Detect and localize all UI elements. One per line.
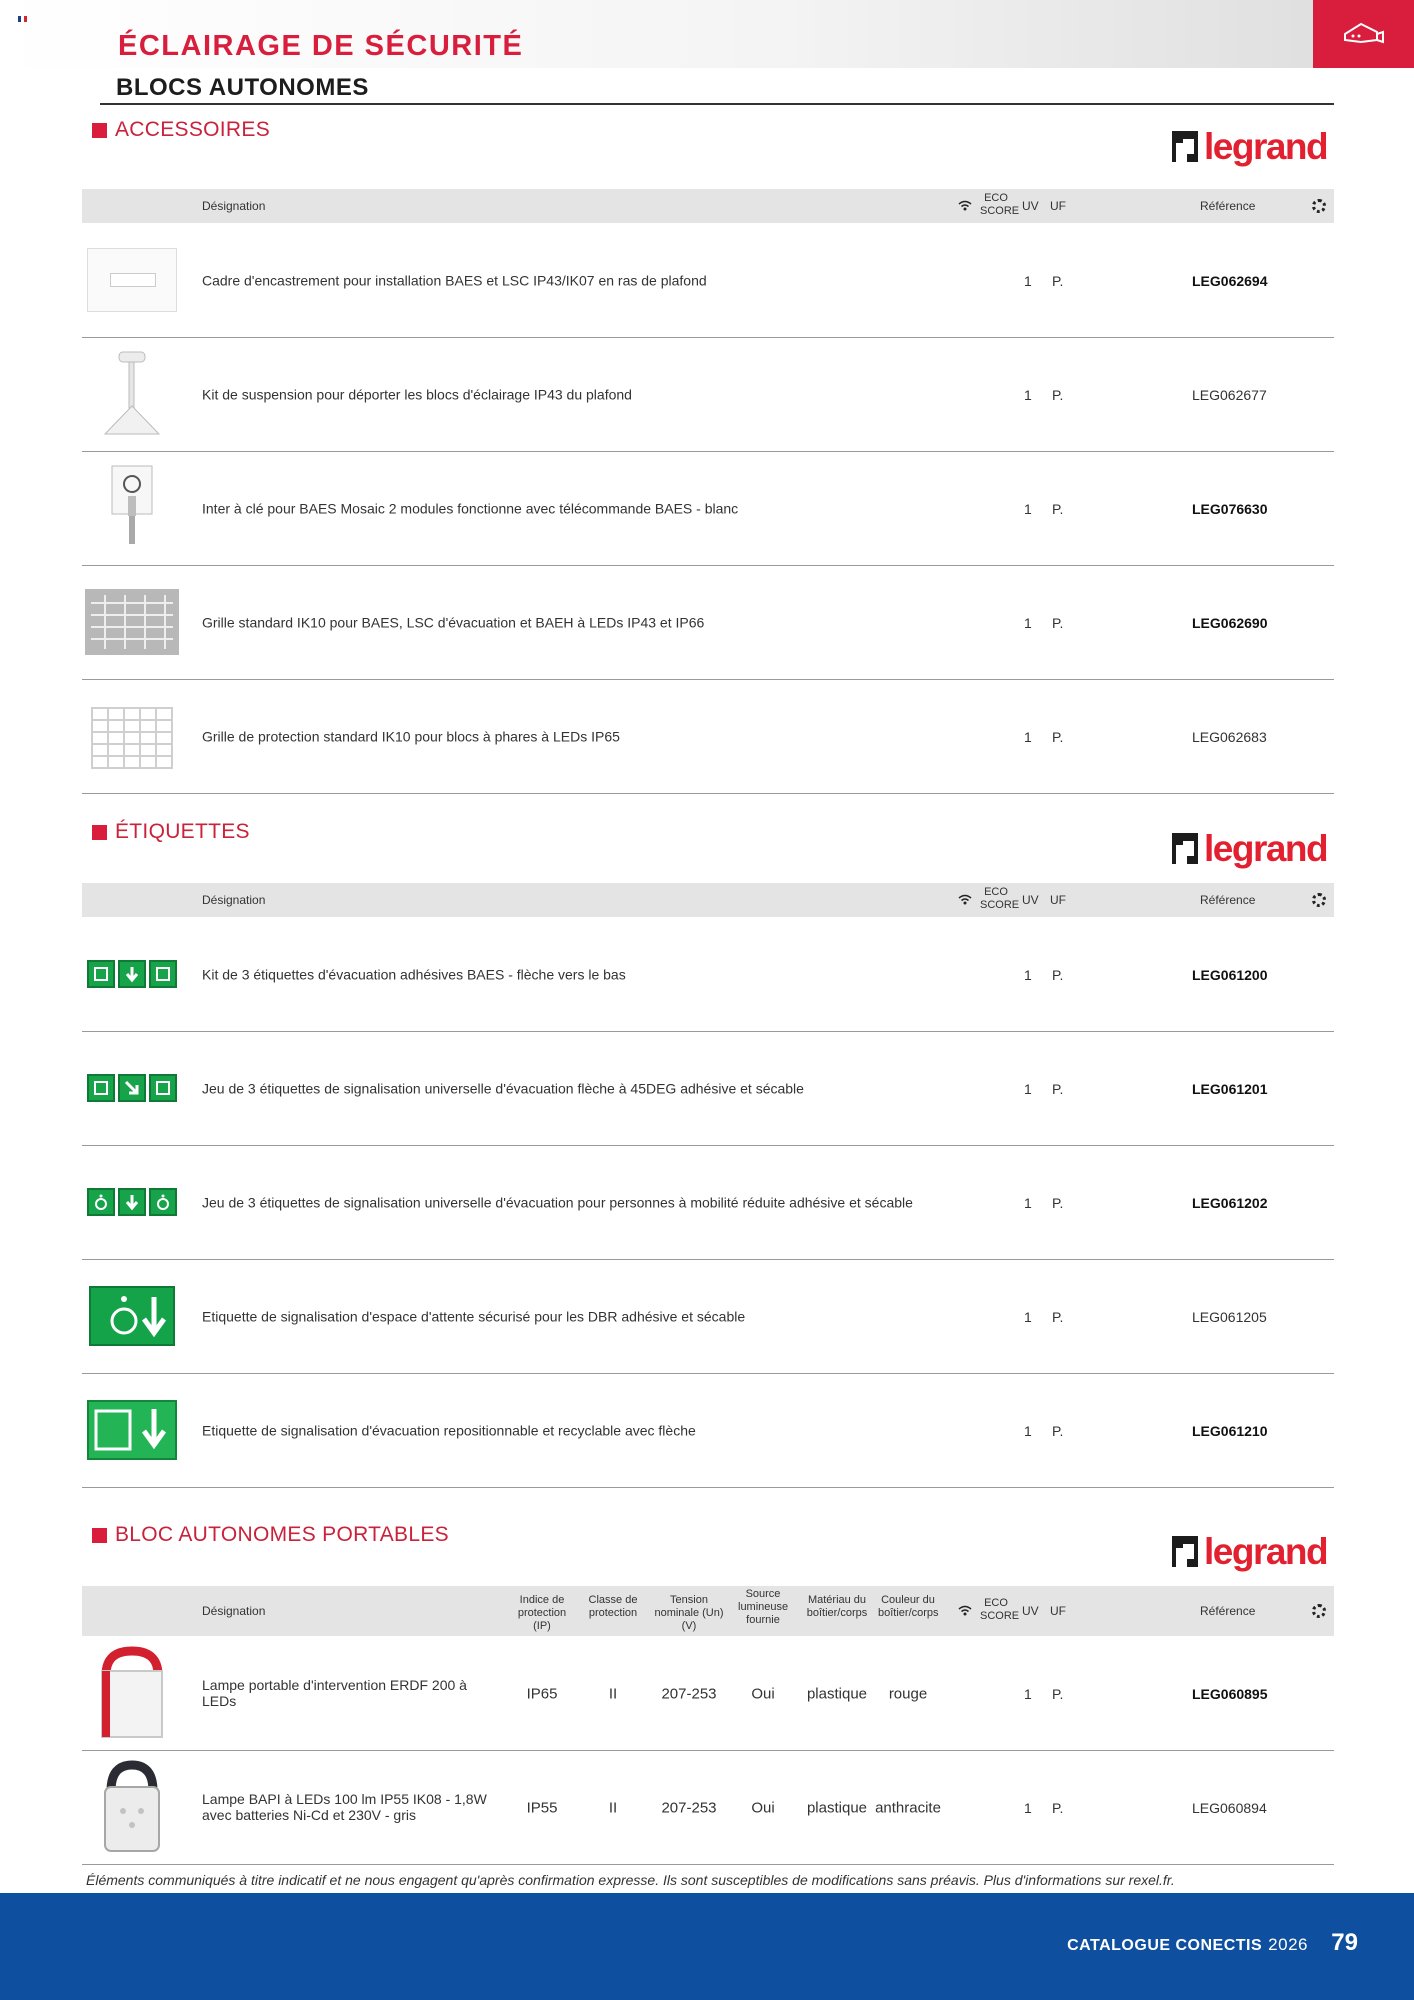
product-image [84, 236, 180, 324]
reference[interactable]: LEG061202 [1192, 1194, 1268, 1211]
table-row[interactable] [82, 1260, 1334, 1374]
designation: Lampe BAPI à LEDs 100 lm IP55 IK08 - 1,8W avec batteries Ni-Cd et 230V - gris [202, 1790, 487, 1824]
recycle-icon [1312, 1604, 1326, 1618]
col-designation: Désignation [202, 199, 266, 213]
reference[interactable]: LEG061200 [1192, 966, 1268, 983]
couleur: rouge [888, 1685, 928, 1702]
table-row[interactable] [82, 1751, 1334, 1865]
reference[interactable]: LEG062694 [1192, 272, 1268, 289]
product-image [84, 1044, 180, 1132]
col-uv: UV [1022, 893, 1039, 907]
uv: 1 [1024, 1080, 1032, 1097]
uv: 1 [1024, 966, 1032, 983]
table-row[interactable] [82, 452, 1334, 566]
product-image [84, 464, 180, 552]
col-eco-score: ECO SCORE [980, 886, 1020, 912]
reference[interactable]: LEG061205 [1192, 1308, 1267, 1325]
ip: IP55 [526, 1799, 558, 1816]
product-image [84, 1272, 180, 1360]
col-eco-score: ECO SCORE [980, 192, 1020, 218]
table-row[interactable] [82, 1032, 1334, 1146]
uv: 1 [1024, 614, 1032, 631]
security-camera-icon [1341, 18, 1387, 48]
uv: 1 [1024, 1422, 1032, 1439]
col-couleur: Couleur du boîtier/corps [878, 1594, 939, 1620]
table-row[interactable] [82, 566, 1334, 680]
uv: 1 [1024, 728, 1032, 745]
product-image [84, 930, 180, 1018]
reference[interactable]: LEG062683 [1192, 728, 1267, 745]
recycle-icon [1312, 893, 1326, 907]
tension: 207-253 [661, 1685, 717, 1702]
uf: P. [1052, 966, 1064, 983]
classe: II [608, 1799, 618, 1816]
page-number: 79 [1331, 1929, 1358, 1956]
wifi-icon [958, 199, 972, 211]
ip: IP65 [526, 1685, 558, 1702]
legrand-logo: legrand [1172, 1533, 1327, 1570]
uv: 1 [1024, 1685, 1032, 1702]
product-image [84, 692, 180, 780]
designation: Cadre d'encastrement pour installation BAES et LSC IP43/IK07 en ras de plafond [202, 272, 707, 289]
reference[interactable]: LEG061210 [1192, 1422, 1268, 1439]
uf: P. [1052, 1308, 1064, 1325]
col-uv: UV [1022, 199, 1039, 213]
catalog-year: 2026 [1268, 1935, 1308, 1954]
square-bullet-icon [92, 825, 107, 840]
section-heading-portables [92, 1523, 449, 1547]
col-source: Source lumineuse fournie [738, 1588, 789, 1627]
uf: P. [1052, 614, 1064, 631]
col-uv: UV [1022, 1604, 1039, 1618]
uf: P. [1052, 1685, 1064, 1702]
source: Oui [751, 1685, 775, 1702]
table-row[interactable] [82, 680, 1334, 794]
reference[interactable]: LEG076630 [1192, 500, 1268, 517]
flag-icon [18, 16, 27, 22]
uf: P. [1052, 728, 1064, 745]
reference[interactable]: LEG060895 [1192, 1685, 1268, 1702]
table-row[interactable] [82, 224, 1334, 338]
designation: Etiquette de signalisation d'espace d'attente sécurisé pour les DBR adhésive et sécable [202, 1308, 746, 1325]
col-uf: UF [1050, 199, 1066, 213]
designation: Etiquette de signalisation d'évacuation repositionnable et recyclable avec flèche [202, 1422, 696, 1439]
col-uf: UF [1050, 893, 1066, 907]
product-image [84, 1649, 180, 1737]
legrand-mark-icon [1172, 833, 1198, 864]
uf: P. [1052, 272, 1064, 289]
table-header [82, 1586, 1334, 1636]
designation: Grille de protection standard IK10 pour blocs à phares à LEDs IP65 [202, 728, 620, 745]
uv: 1 [1024, 1194, 1032, 1211]
legrand-logo: legrand [1172, 830, 1327, 867]
divider [100, 103, 1334, 105]
reference[interactable]: LEG062690 [1192, 614, 1268, 631]
product-image [84, 1158, 180, 1246]
section-heading-etiquettes [92, 820, 250, 844]
col-materiau: Matériau du boîtier/corps [806, 1594, 868, 1620]
reference[interactable]: LEG061201 [1192, 1080, 1268, 1097]
product-image [84, 350, 180, 438]
footer-band [0, 1893, 1414, 2000]
col-reference: Référence [1200, 893, 1256, 907]
section-heading-accessoires [92, 118, 270, 142]
designation: Jeu de 3 étiquettes de signalisation universelle d'évacuation flèche à 45DEG adhésive et sécable [202, 1080, 804, 1097]
uf: P. [1052, 500, 1064, 517]
designation: Inter à clé pour BAES Mosaic 2 modules fonctionne avec télécommande BAES - blanc [202, 500, 739, 517]
page-title: ÉCLAIRAGE DE SÉCURITÉ [118, 30, 524, 62]
wifi-icon [958, 1604, 972, 1616]
col-tension: Tension nominale (Un) (V) [654, 1594, 724, 1633]
section-title: ACCESSOIRES [115, 118, 271, 141]
designation: Lampe portable d'intervention ERDF 200 à LEDs [202, 1676, 467, 1710]
col-designation: Désignation [202, 893, 266, 907]
classe: II [608, 1685, 618, 1702]
recycle-icon [1312, 199, 1326, 213]
col-uf: UF [1050, 1604, 1066, 1618]
materiau: plastique [806, 1685, 868, 1702]
category-tab[interactable] [1313, 0, 1414, 68]
product-image [84, 1386, 180, 1474]
uv: 1 [1024, 1308, 1032, 1325]
couleur: anthracite [875, 1799, 941, 1816]
uv: 1 [1024, 272, 1032, 289]
tension: 207-253 [661, 1799, 717, 1816]
square-bullet-icon [92, 1528, 107, 1543]
uf: P. [1052, 1422, 1064, 1439]
reference[interactable]: LEG062677 [1192, 386, 1267, 403]
catalog-name: CATALOGUE CONECTIS 2026 [1067, 1935, 1308, 1954]
uf: P. [1052, 1799, 1064, 1816]
page-subtitle: BLOCS AUTONOMES [116, 74, 369, 101]
wifi-icon [958, 893, 972, 905]
col-reference: Référence [1200, 199, 1256, 213]
designation: Kit de 3 étiquettes d'évacuation adhésives BAES - flèche vers le bas [202, 966, 626, 983]
uv: 1 [1024, 386, 1032, 403]
legrand-mark-icon [1172, 131, 1198, 162]
designation: Kit de suspension pour déporter les blocs d'éclairage IP43 du plafond [202, 386, 632, 403]
uv: 1 [1024, 500, 1032, 517]
square-bullet-icon [92, 123, 107, 138]
col-classe: Classe de protection [588, 1594, 638, 1620]
section-title: BLOC AUTONOMES PORTABLES [115, 1523, 449, 1546]
uf: P. [1052, 386, 1064, 403]
table-header [82, 883, 1334, 917]
materiau: plastique [806, 1799, 868, 1816]
table-row[interactable] [82, 918, 1334, 1032]
table-row[interactable] [82, 1637, 1334, 1751]
table-row[interactable] [82, 1146, 1334, 1260]
disclaimer: Éléments communiqués à titre indicatif et ne nous engagent qu'après confirmation expresse. Ils sont susceptibles de modifications sans préavis. Plus d'informations sur rexel.fr. [86, 1872, 1175, 1888]
table-row[interactable] [82, 338, 1334, 452]
reference[interactable]: LEG060894 [1192, 1799, 1267, 1816]
uf: P. [1052, 1194, 1064, 1211]
col-indice: Indice de protection (IP) [517, 1594, 567, 1633]
designation: Grille standard IK10 pour BAES, LSC d'évacuation et BAEH à LEDs IP43 et IP66 [202, 614, 705, 631]
col-designation: Désignation [202, 1604, 266, 1618]
table-row[interactable] [82, 1374, 1334, 1488]
designation: Jeu de 3 étiquettes de signalisation universelle d'évacuation pour personnes à mobilité réduite adhésive et sécable [202, 1194, 913, 1211]
section-title: ÉTIQUETTES [115, 820, 250, 843]
legrand-logo: legrand [1172, 128, 1327, 165]
legrand-mark-icon [1172, 1536, 1198, 1567]
product-image [84, 1763, 180, 1851]
col-eco-score: ECO SCORE [980, 1597, 1020, 1623]
uf: P. [1052, 1080, 1064, 1097]
uv: 1 [1024, 1799, 1032, 1816]
table-header [82, 189, 1334, 223]
product-image [84, 578, 180, 666]
col-reference: Référence [1200, 1604, 1256, 1618]
source: Oui [751, 1799, 775, 1816]
